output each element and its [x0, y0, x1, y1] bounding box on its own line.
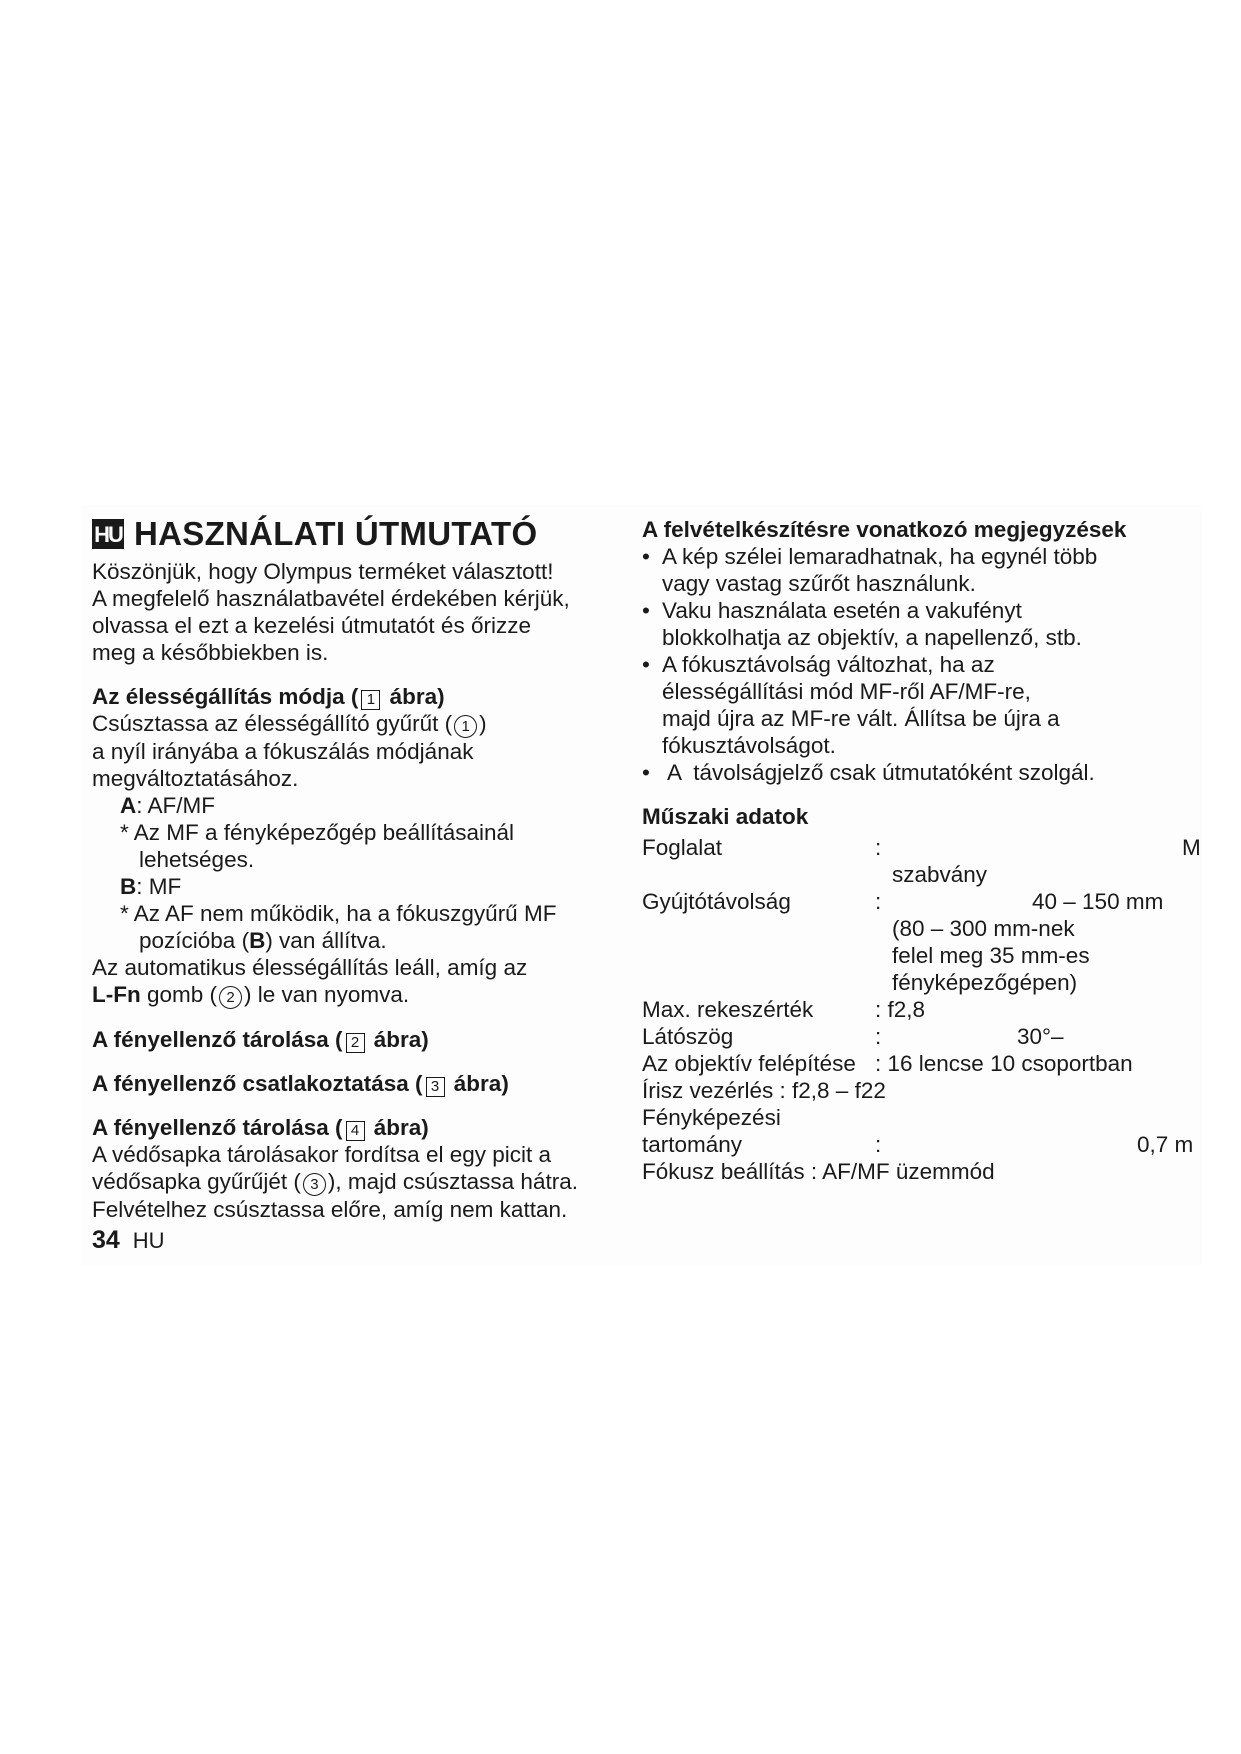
mode-a-note-cont: lehetséges. [139, 847, 255, 872]
body-line: megváltoztatásához. [92, 766, 299, 791]
body-line: Az automatikus élességállítás leáll, amíg az [92, 955, 528, 980]
specs-table: Foglalat : M szabvány Gyújtótávolság : 40 – 150 mm (80 – 300 mm-nek felel meg 35 mm-es fényképezőgépen) Max. rekeszérték : f2,8 Látószög : 30°– Az objektív felépítése : 16 lencse 10 csoportban Írisz vezérlés : f2,8 – f22 Fényképezési tartomány : 0,7 m Fókusz beállítás : AF/MF üzemmód [642, 835, 1201, 1184]
spec-label: Foglalat [642, 835, 723, 860]
intro-line: olvassa el ezt a kezelési útmutatót és őrizze [92, 613, 531, 638]
focus-mode-heading: Az élességállítás módja ( 1 ábra) [92, 684, 445, 709]
spec-row-mount: Foglalat : M [642, 835, 1201, 860]
intro-line: A megfelelő használatbavétel érdekében kérjük, [92, 586, 570, 611]
spec-value: : 16 lencse 10 csoportban [875, 1051, 1133, 1076]
spec-value: : f2,8 [875, 997, 926, 1022]
spec-label: Látószög [642, 1024, 734, 1049]
right-column [642, 516, 1202, 1185]
hood-store-heading: A fényellenző tárolása ( 2 ábra) [92, 1027, 429, 1052]
title-text: HASZNÁLATI ÚTMUTATÓ [134, 515, 538, 552]
spec-value: M [1182, 835, 1201, 860]
mode-a-note: * Az MF a fényképezőgép beállításainál [120, 820, 514, 845]
footer-lang: HU [132, 1228, 165, 1253]
body-line: A védősapka tárolásakor fordítsa el egy picit a [92, 1142, 552, 1167]
ring-3-circle: 3 [303, 1173, 326, 1196]
body-line: L-Fn gomb ( 2 ) le van nyomva. [92, 982, 410, 1007]
spec-label: Fényképezési [642, 1105, 781, 1130]
ring-1-circle: 1 [454, 715, 477, 738]
spec-row-construction [642, 1050, 1202, 1077]
hood-store-2-section [92, 1114, 612, 1223]
mode-b-note-cont: pozícióba (B) van állítva. [139, 928, 387, 953]
hood-store-2-heading: A fényellenző tárolása ( 4 ábra) [92, 1115, 429, 1140]
spec-row-focal: Gyújtótávolság : 40 – 150 mm [642, 889, 1164, 914]
spec-value: 30°– [1017, 1024, 1064, 1049]
page-number: 34 [92, 1226, 120, 1254]
body-line: védősapka gyűrűjét ( 3 ), majd csúsztassa hátra. [92, 1169, 578, 1194]
list-item: • Vaku használata esetén a vakufényt blokkolhatja az objektív, a napellenző, stb. [642, 597, 1202, 651]
body-line: a nyíl irányába a fókuszálás módjának [92, 739, 474, 764]
spec-label: Az objektív felépítése [642, 1051, 856, 1076]
spec-label: Max. rekeszérték [642, 997, 814, 1022]
figure-4-box: 4 [346, 1121, 365, 1141]
body-line: Felvételhez csúsztassa előre, amíg nem kattan. [92, 1197, 568, 1222]
language-badge: HU [92, 519, 124, 549]
list-item: • A fókusztávolság változhat, ha az élességállítási mód MF-ről AF/MF-re, majd újra az MF-re vált. Állítsa be újra a fókusztávolságot. [642, 651, 1202, 759]
spec-row-aperture [642, 996, 1202, 1023]
page-footer [92, 1226, 165, 1255]
intro-paragraph [92, 558, 612, 666]
spec-row-iris: Írisz vezérlés : f2,8 – f22 [642, 1078, 886, 1103]
mode-b-line: B: MF [120, 874, 182, 899]
button-2-circle: 2 [219, 986, 242, 1009]
figure-1-box: 1 [361, 690, 380, 710]
spec-value: 40 – 150 mm [1032, 889, 1164, 914]
mode-a-line: A: AF/MF [120, 793, 215, 818]
page-title [92, 514, 612, 554]
intro-line: Köszönjük, hogy Olympus terméket választott! [92, 559, 554, 584]
notes-heading: A felvételkészítésre vonatkozó megjegyzések [642, 517, 1127, 542]
hood-attach-heading: A fényellenző csatlakoztatása ( 3 ábra) [92, 1071, 509, 1096]
figure-2-box: 2 [346, 1033, 365, 1053]
mode-b-note: * Az AF nem működik, ha a fókuszgyűrű MF [120, 901, 557, 926]
spec-row-range [642, 1104, 1202, 1131]
spec-label: Gyújtótávolság [642, 889, 791, 914]
left-column [92, 514, 612, 1223]
intro-line: meg a későbbiekben is. [92, 640, 329, 665]
notes-list [642, 543, 1202, 786]
list-item: • A távolságjelző csak útmutatóként szolgál. [642, 759, 1202, 786]
specs-heading: Műszaki adatok [642, 804, 809, 829]
spec-row-focus: Fókusz beállítás : AF/MF üzemmód [642, 1159, 995, 1184]
spec-row-angle: Látószög : 30°– [642, 1024, 1064, 1049]
focus-mode-section [92, 683, 612, 1009]
figure-3-box: 3 [426, 1077, 445, 1097]
spec-value: 0,7 m [1137, 1132, 1194, 1157]
list-item: • A kép szélei lemaradhatnak, ha egynél több vagy vastag szűrőt használunk. [642, 543, 1202, 597]
body-line: Csúsztassa az élességállító gyűrűt ( 1 ) [92, 711, 487, 736]
